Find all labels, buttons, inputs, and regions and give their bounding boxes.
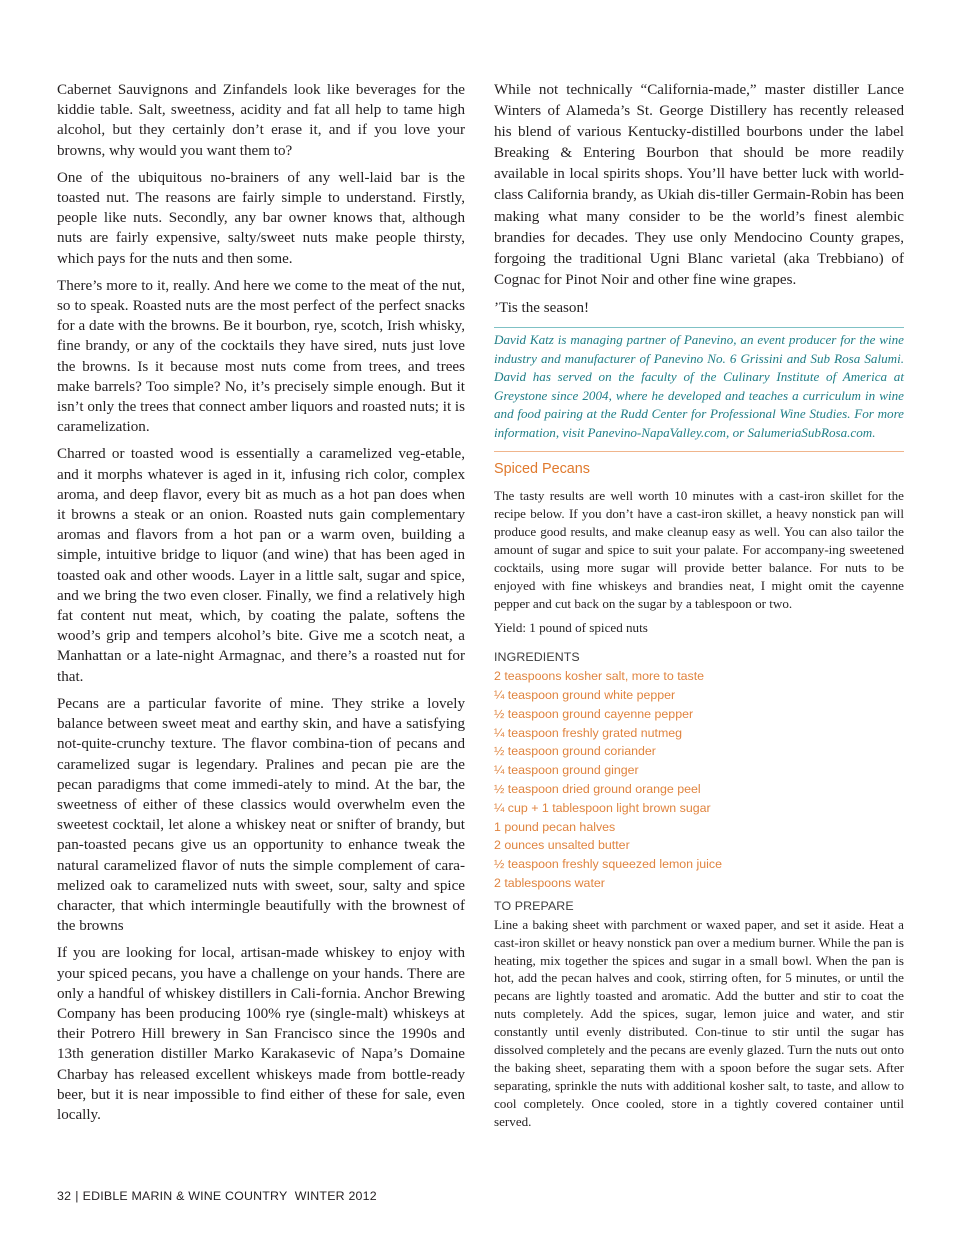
body-paragraph: If you are looking for local, artisan-made whiskey to enjoy with your spiced pecans, you have a challenge on your hands. There are only a handful of whiskey distillers in Cali-fornia. Anchor Brewing Company has been producing 100% rye (single-malt) whiskeys at their Potrero Hill brewery in San Francisco since the 1990s and 13th generation distiller Marko Karakasevic of Napa’s Domaine Charbay has released excellent whiskeys made from bottle-ready beer, but it is near impossible to find either of these for sale, even locally. — [57, 945, 465, 1123]
ingredients-list — [494, 667, 904, 893]
body-paragraph: Charred or toasted wood is essentially a caramelized veg-etable, and it morphs whatever is aged in it, infusing rich color, complex aroma, and deep flavor, every bit as much as a hot pan does when it browns a steak or an onion. Roasted nuts gain complementary aromas and flavors from a hot pan or a warm oven, building a simple, intuitive bridge to liquor (and wine) that has been aged in toasted oak and other woods. Layer in a little salt, sugar and spice, and we bring the two even closer. Finally, we find a relatively high fat content nut meat, which, by coating the palate, softens the wood’s grip and tempers alcohol’s bite. Give me a scotch neat, a Manhattan or a late-night Armagnac, and there’s a roasted nut for that. — [57, 446, 465, 685]
ingredient-item: ¼ cup + 1 tablespoon light brown sugar — [494, 800, 711, 815]
recipe-box — [494, 459, 904, 1131]
body-paragraph: There’s more to it, really. And here we come to the meat of the nut, so to speak. Roasted nuts are the most perfect of the perfect snacks for a date with the browns. Be it bourbon, rye, scotch, Irish whisky, fine brandy, or any of the cocktails they have sired, nuts just love the browns. Is it because most nuts come from trees, and trees make barrels? Too simple? No, it’s precisely simple enough. But it isn’t only the trees that connect amber liquors and roasted nuts; it is caramelization. — [57, 277, 466, 436]
recipe-intro: The tasty results are well worth 10 minutes with a cast-iron skillet for the recipe below. If you don’t have a cast-iron skillet, a heavy nonstick pan will produce good results, and make cleanup easy as well. You can also tailor the amount of sugar and spice to suit your palate. For accompany-ing sweetened cocktails, using more sugar will provide better balance. For nuts to be enjoyed with fine whiskeys and brandies neat, I might omit the cayenne pepper and cut back on the sugar by a tablespoon or two. — [494, 487, 904, 612]
footer-separator: | — [75, 1189, 79, 1203]
ingredient-item: ¼ teaspoon ground white pepper — [494, 687, 676, 702]
issue-label: WINTER 2012 — [294, 1189, 377, 1203]
page-number: 32 — [57, 1189, 72, 1203]
ingredient-item: ½ teaspoon ground coriander — [494, 744, 656, 759]
ingredient-item: 2 ounces unsalted butter — [494, 838, 630, 853]
ingredient-item: ¼ teaspoon freshly grated nutmeg — [494, 725, 683, 740]
body-paragraph: While not technically “California-made,” master distiller Lance Winters of Alameda’s St. George Distillery has recently released his blend of various Kentucky-distilled bourbons under the label Breaking & Entering Bourbon that should be more readily available in local spirits shops. You’ll have better luck with world- class California brandy, as Ukiah dis-tiller Germain-Robin has been making what many consider to be the world’s finest alembic brandies for decades. They use only Mendocino County grapes, forgoing the traditional Ugni Blanc varietal (aka Trebbiano) of Cognac for Pinot Noir and other fine wine grapes. — [494, 82, 904, 288]
body-paragraph: Cabernet Sauvignons and Zinfandels look like beverages for the kiddie table. Salt, sweetness, acidity and fat all help to tame high alcohol, but they certainly don’t erase it, and if you love your browns, why would you want them to? — [57, 82, 465, 159]
ingredient-item: ¼ teaspoon ground ginger — [494, 763, 639, 778]
left-column — [57, 80, 465, 1132]
closing-line: ’Tis the season! — [494, 299, 590, 316]
ingredients-heading: INGREDIENTS — [494, 650, 580, 665]
body-paragraph: Pecans are a particular favorite of mine. They strike a lovely balance between sweet meat and earthy skin, and have a satisfying not-quite-crunchy texture. The flavor combina-tion of pecans and caramelized sugar is legendary. Pralines and pecan pie are the pecan paradigms that come immedi-ately to mind. At the bar, the sweetness of either of these classics would overwhelm even the sweetest cocktail, let alone a whiskey neat or snifter of brandy, but pan-toasted pecans give us an opportunity to enhance tweak the natural caramelized flavor of nuts the simple complement of cara-melized oak to caramelized nuts with sweet, sour, salty and spice character, that which intermingle beautifully with the brownest of the browns — [57, 695, 465, 935]
ingredient-item: ½ teaspoon dried ground orange peel — [494, 781, 701, 796]
right-column — [494, 80, 904, 1131]
ingredient-item: 2 teaspoons kosher salt, more to taste — [494, 669, 705, 684]
recipe-yield: Yield: 1 pound of spiced nuts — [494, 620, 648, 636]
publication-name: EDIBLE MARIN & WINE COUNTRY — [82, 1189, 288, 1203]
bio-divider — [494, 327, 904, 328]
body-paragraph: One of the ubiquitous no-brainers of any well-laid bar is the toasted nut. The reasons are fairly simple to understand. Firstly, people like nuts. Secondly, any bar owner knows that, although nuts are fairly expensive, salty/sweet nuts make people thirsty, which pays for the nuts and then some. — [57, 169, 465, 267]
recipe-divider — [494, 451, 904, 452]
author-bio: David Katz is managing partner of Panevino, an event producer for the wine industry and manufacturer of Panevino No. 6 Grissini and Sub Rosa Salumi. David has served on the faculty of the Culinary Institute of America at Greystone since 2004, where he developed and teaches a curriculum in wine and food pairing at the Rudd Center for Professional Wine Studies. For more information, visit Panevino-NapaValley.com, or SalumeriaSubRosa.com. — [494, 331, 904, 440]
ingredient-item: ½ teaspoon freshly squeezed lemon juice — [494, 857, 722, 872]
ingredient-item: 2 tablespoons water — [494, 875, 605, 890]
recipe-title: Spiced Pecans — [494, 460, 590, 477]
prepare-heading: TO PREPARE — [494, 898, 574, 913]
page-footer — [57, 1187, 377, 1205]
ingredient-item: ½ teaspoon ground cayenne pepper — [494, 706, 694, 721]
ingredient-item: 1 pound pecan halves — [494, 819, 616, 834]
prepare-instructions: Line a baking sheet with parchment or waxed paper, and set it aside. Heat a cast-iron skillet or heavy nonstick pan over a medium burner. While the pan is heating, mix together the spices and sugar in a small bowl. When the pan is hot, add the pecan halves and cook, stirring often, for 5 minutes, or until the pecans are lightly toasted and aromatic. Add the butter and stir to coat the nuts completely. Add the spices, sugar, lemon juice and water, and stir constantly until evenly distributed. Con-tinue to stir until the sugar has dissolved completely and the pecans are evenly glazed. Turn the nuts out onto the baking sheet, separating them with a spoon before the sugar sets. After separating, sprinkle the nuts with additional kosher salt, to taste, and allow to cool completely. Once cooled, store in a tightly covered container until served. — [494, 916, 904, 1129]
